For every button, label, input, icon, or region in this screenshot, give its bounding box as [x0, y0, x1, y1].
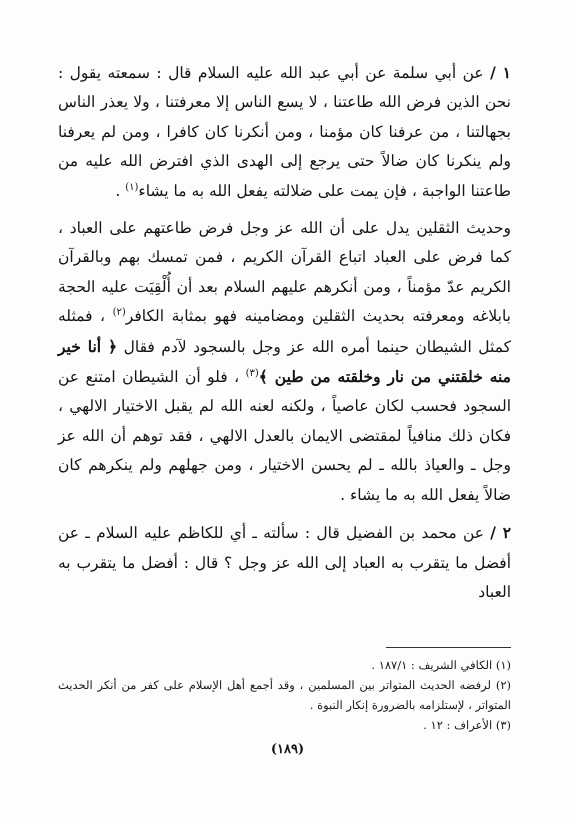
quran-quote: ﴿ أنا خير منه خلقتني من نار وخلقته من طين ﴾: [58, 336, 511, 387]
paragraph-text: عن محمد بن الفضيل قال : سألته ـ أي للكاظم عليه السلام ـ عن أفضل ما يتقرب به العباد إلى الله عز وجل ؟ قال : أفضل ما يتقرب به العباد: [58, 524, 511, 601]
footnote-3: (٣) الأعراف : ١٢ .: [423, 718, 511, 732]
footnote-ref: (٣): [245, 367, 259, 379]
paragraph-text: وحديث الثقلين يدل على أن الله عز وجل فرض طاعتهم على العباد ، كما فرض على العباد اتباع القرآن الكريم ، فمن تمسك بهم وبالقرآن الكريم عدّ مؤمناً ، ومن أنكرهم عليهم السلام بعد أن أُلْقِيَت عليه الحجة بابلاغه ومعرفته بحديث الثقلين ومضامينه فهو بمثابة الكافر: [58, 219, 511, 326]
paragraph-1: [58, 58, 511, 206]
paragraph-text: عن أبي سلمة عن أبي عبد الله عليه السلام قال : سمعته يقول : نحن الذين فرض الله طاعتنا ، لا يسع الناس إلا معرفتنا ، ولا يعذر الناس بجهالتنا ، من عرفنا كان مؤمنا ، ومن أنكرنا كان كافرا ، ومن لم يعرفنا ولم ينكرنا كان ضالاً حتى يرجع إلى الهدى الذي افترض الله عليه من طاعتنا الواجبة ، فإن يمت على ضلالته يفعل الله به ما يشاء: [58, 64, 511, 200]
page-number: (١٨٩): [270, 742, 305, 757]
footnotes: [58, 655, 511, 735]
paragraph-text: ، فمثله كمثل الشيطان حينما أمره الله عز وجل بالسجود لآدم فقال: [58, 307, 512, 356]
paragraph-3: [58, 518, 511, 607]
footnote-1: (١) الكافي الشريف : ١٨٧/١ .: [371, 658, 511, 672]
hadith-number: ١ /: [490, 63, 511, 82]
paragraph-2: [58, 214, 511, 510]
footnote-ref: (٢): [112, 307, 126, 319]
hadith-number: ٢ /: [490, 523, 512, 543]
footnote-ref: (١): [125, 181, 139, 193]
paragraph-text: .: [115, 181, 126, 200]
footnote-2: (٢) لرفضه الحديث المتواتر بين المسلمين ، وقد أجمع أهل الإسلام على كفر من أنكر الحديث المتواتر ، لإستلزامه بالضرورة إنكار النبوة .: [58, 678, 511, 712]
paragraph-text: ، فلو أن الشيطان امتنع عن السجود فحسب لكان عاصياً ، ولكنه لعنه الله لم يقبل الاختيار الالهي ، فكان ذلك منافياً لمقتضى الايمان بالعدل الالهي ، فقد توهم أن الله عز وجل ـ والعياذ بالله ـ لم يحسن الاختيار ، ومن جهلهم ولم ينكرهم كان ضالاً يفعل الله به ما يشاء .: [58, 368, 511, 504]
footnote-divider: [386, 647, 511, 648]
